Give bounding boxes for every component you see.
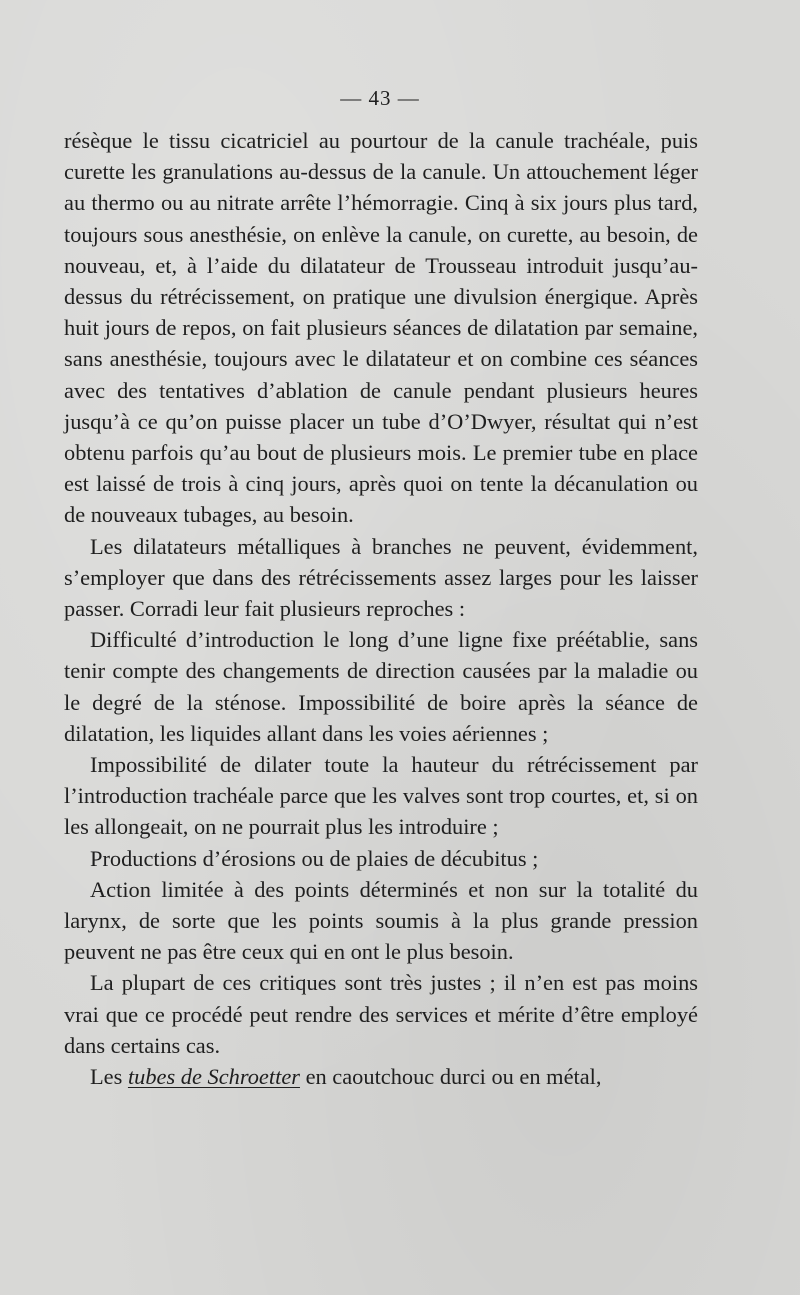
paragraph-1: résèque le tissu cicatriciel au pourtour de la canule trachéale, puis curette les granulations au-dessus de la canule. Un attouchement léger au thermo ou au nitrate arrête l’hémorragie. Cinq à six jours plus tard, toujours sous anesthésie, on enlève la canule, on curette, au besoin, de nouveau, et, à l’aide du dilatateur de Trousseau introduit jusqu’au-dessus du rétrécissement, on pratique une divulsion énergique. Après huit jours de repos, on fait plusieurs séances de dilatation par semaine, sans anesthésie, toujours avec le dilatateur et on combine ces séances avec des tentatives d’ablation de canule pendant plusieurs heures jusqu’à ce qu’on puisse placer un tube d’O’Dwyer, résultat qui n’est obtenu parfois qu’au bout de plusieurs mois. Le premier tube en place est laissé de trois à cinq jours, après quoi on tente la décanulation ou de nouveaux tubages, au besoin.	[64, 128, 698, 528]
paragraph-6: Action limitée à des points déterminés et non sur la totalité du larynx, de sorte que les points soumis à la plus grande pression peuvent ne pas être ceux qui en ont le plus besoin.	[64, 876, 698, 965]
page-number: — 43 —	[340, 86, 420, 110]
body-text	[64, 125, 698, 1092]
paragraph-8-rest: en caoutchouc durci ou en métal,	[299, 1064, 602, 1090]
paragraph-3: Difficulté d’introduction le long d’une ligne fixe préétablie, sans tenir compte des changements de direction causées par la maladie ou le degré de la sténose. Impossibilité de boire après la séance de dilatation, les liquides allant dans les voies aériennes ;	[64, 627, 698, 746]
paragraph-5: Productions d’érosions ou de plaies de décubitus ;	[90, 845, 539, 871]
paragraph-8-emphasis: tubes de Schroetter	[127, 1064, 300, 1090]
paragraph-7: La plupart de ces critiques sont très justes ; il n’en est pas moins vrai que ce procédé peut rendre des services et mérite d’être employé dans certains cas.	[64, 970, 698, 1058]
paragraph-8-lead: Les	[90, 1064, 128, 1090]
paragraph-2: Les dilatateurs métalliques à branches ne peuvent, évidemment, s’employer que dans des rétrécissements assez larges pour les laisser passer. Corradi leur fait plusieurs reproches :	[64, 533, 698, 622]
paragraph-8	[64, 1061, 698, 1092]
paragraph-4: Impossibilité de dilater toute la hauteur du rétrécissement par l’introduction trachéale parce que les valves sont trop courtes, et, si on les allongeait, on ne pourrait plus les introduire ;	[64, 752, 698, 840]
